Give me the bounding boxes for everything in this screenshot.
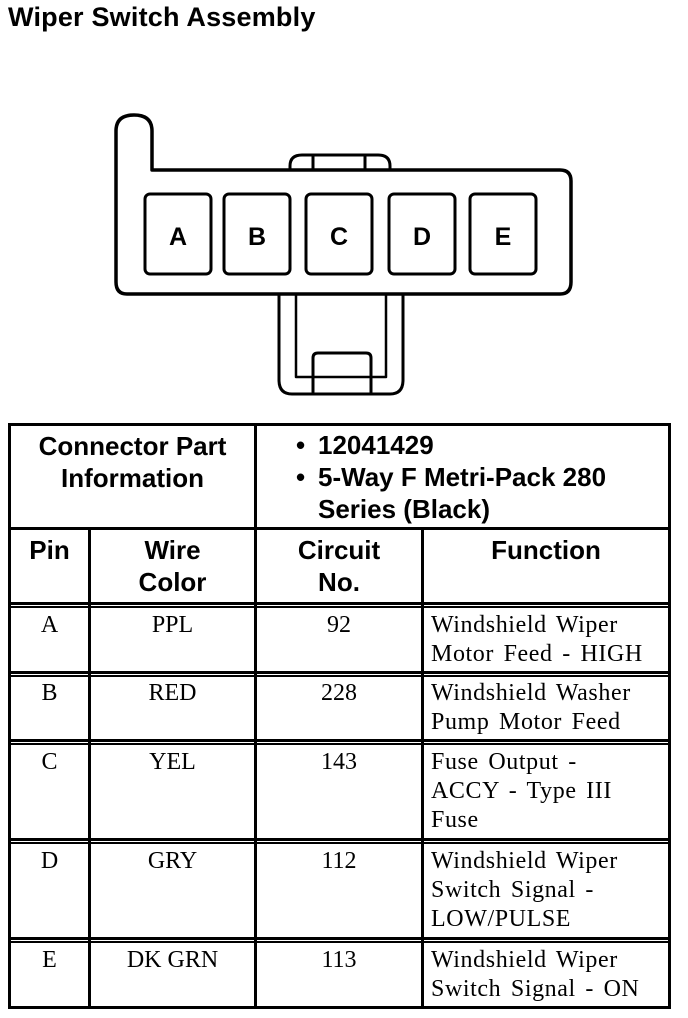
cell-wire-color: RED <box>148 680 197 706</box>
connector-diagram <box>0 0 688 420</box>
cell-wire-color: YEL <box>149 749 196 775</box>
cell-circuit: 112 <box>321 848 357 874</box>
bullet-icon: • <box>296 430 306 460</box>
table-column-rule <box>421 527 424 1009</box>
cell-function: Windshield Wiper Switch Signal - ON <box>431 947 640 1002</box>
cell-pin: B <box>41 680 58 706</box>
cell-function: Windshield Washer Pump Motor Feed <box>431 680 631 735</box>
table-border-top <box>8 423 671 426</box>
table-rule <box>8 937 671 940</box>
cell-pin: E <box>42 947 57 973</box>
table-rule <box>8 606 671 608</box>
table-rule <box>8 602 671 605</box>
table-rule <box>8 671 671 674</box>
diagram-title: Wiper Switch Assembly <box>8 2 316 32</box>
cell-function: Windshield Wiper Switch Signal - LOW/PULSE <box>431 848 618 932</box>
cell-circuit: 228 <box>321 680 357 706</box>
cell-pin: C <box>41 749 58 775</box>
bottom-lock-outer <box>279 294 403 394</box>
connector-info-item <box>296 461 666 525</box>
table-column-rule <box>254 423 257 1009</box>
table-rule <box>8 527 671 530</box>
connector-type-line: Series (Black) <box>318 494 490 524</box>
table-border-right <box>668 423 671 1009</box>
cell-function: Windshield Wiper Motor Feed - HIGH <box>431 612 643 667</box>
connector-info-item <box>296 429 666 461</box>
table-border-bottom <box>8 1006 671 1009</box>
cell-function: Fuse Output - ACCY - Type III Fuse <box>431 749 612 833</box>
connector-housing <box>116 115 571 294</box>
connector-info-list <box>296 429 666 525</box>
table-rule <box>8 941 671 943</box>
pin-label-c: C <box>329 223 349 251</box>
pin-label-a: A <box>168 223 188 251</box>
cell-pin: A <box>40 612 59 638</box>
pin-label-b: B <box>247 223 267 251</box>
connector-type <box>318 461 606 525</box>
pin-label-d: D <box>412 223 432 251</box>
header-wire-color: Wire Color <box>138 535 207 597</box>
connector-type-line: 5-Way F Metri-Pack 280 <box>318 462 607 492</box>
table-rule <box>8 739 671 742</box>
top-latch <box>290 155 390 170</box>
part-number: 12041429 <box>318 430 434 460</box>
header-circuit-no: Circuit No. <box>297 535 381 597</box>
table-border-left <box>8 423 11 1009</box>
cell-circuit: 113 <box>321 947 357 973</box>
table-rule <box>8 743 671 745</box>
cell-circuit: 92 <box>327 612 351 638</box>
connector-info-label <box>11 430 254 494</box>
header-pin: Pin <box>29 535 70 565</box>
connector-info-label-line: Information <box>61 463 204 493</box>
cell-circuit: 143 <box>321 749 357 775</box>
cell-wire-color: GRY <box>147 848 198 874</box>
connector-info-label-line: Connector Part <box>38 431 227 461</box>
pin-label-e: E <box>494 223 512 251</box>
cell-wire-color: DK GRN <box>126 947 219 973</box>
bullet-icon: • <box>296 462 306 492</box>
cell-wire-color: PPL <box>151 612 194 638</box>
table-rule <box>8 842 671 844</box>
cell-pin: D <box>40 848 59 874</box>
bottom-lock-slot <box>313 353 371 392</box>
table-rule <box>8 675 671 677</box>
header-function: Function <box>491 535 601 565</box>
table-rule <box>8 838 671 841</box>
